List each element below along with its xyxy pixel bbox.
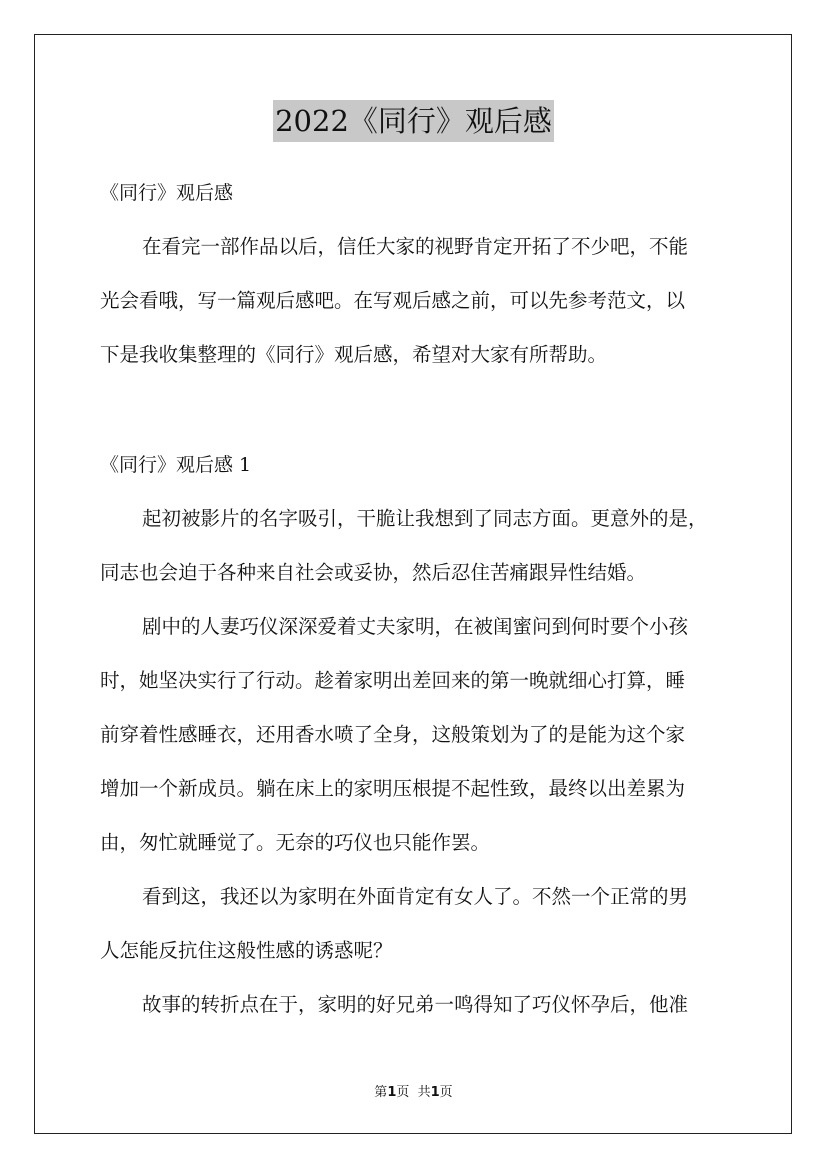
paragraph-line: 下是我收集整理的《同行》观后感，希望对大家有所帮助。 xyxy=(100,343,608,366)
page-suffix: 页 xyxy=(439,1085,453,1100)
body-paragraph xyxy=(100,978,730,1032)
body-paragraph xyxy=(100,492,730,600)
page-total: 1 xyxy=(430,1085,440,1100)
paragraph-line: 看到这，我还以为家明在外面肯定有女人了。不然一个正常的男 xyxy=(142,885,689,908)
body-paragraph xyxy=(100,600,730,870)
title-container xyxy=(0,100,827,142)
document-subtitle: 《同行》观后感 xyxy=(100,182,234,204)
paragraph-line: 时，她坚决实行了行动。趁着家明出差回来的第一晚就细心打算，睡 xyxy=(100,669,686,692)
page-prefix: 第 xyxy=(374,1085,388,1100)
paragraph-line: 人怎能反抗住这般性感的诱惑呢？ xyxy=(100,939,393,962)
paragraph-line: 光会看哦，写一篇观后感吧。在写观后感之前，可以先参考范文，以 xyxy=(100,289,686,312)
paragraph-line: 起初被影片的名字吸引，干脆让我想到了同志方面。更意外的是， xyxy=(142,507,708,530)
paragraph-line: 由，匆忙就睡觉了。无奈的巧仪也只能作罢。 xyxy=(100,831,491,854)
paragraph-line: 同志也会迫于各种来自社会或妥协，然后忍住苦痛跟异性结婚。 xyxy=(100,561,647,584)
page-title: 2022《同行》观后感 xyxy=(273,100,554,142)
body-paragraph xyxy=(100,870,730,978)
page-footer xyxy=(0,1084,827,1102)
paragraph-line: 前穿着性感睡衣，还用香水喷了全身，这般策划为了的是能为这个家 xyxy=(100,723,686,746)
paragraph-line: 剧中的人妻巧仪深深爱着丈夫家明，在被闺蜜问到何时要个小孩 xyxy=(142,615,689,638)
intro-paragraph xyxy=(100,220,730,382)
page-mid: 页 共 xyxy=(396,1085,431,1100)
page-current: 1 xyxy=(387,1085,397,1100)
paragraph-line: 在看完一部作品以后，信任大家的视野肯定开拓了不少吧，不能 xyxy=(142,235,689,258)
section-heading: 《同行》观后感 1 xyxy=(100,454,252,476)
paragraph-line: 故事的转折点在于，家明的好兄弟一鸣得知了巧仪怀孕后，他准 xyxy=(142,993,689,1016)
paragraph-line: 增加一个新成员。躺在床上的家明压根提不起性致，最终以出差累为 xyxy=(100,777,686,800)
